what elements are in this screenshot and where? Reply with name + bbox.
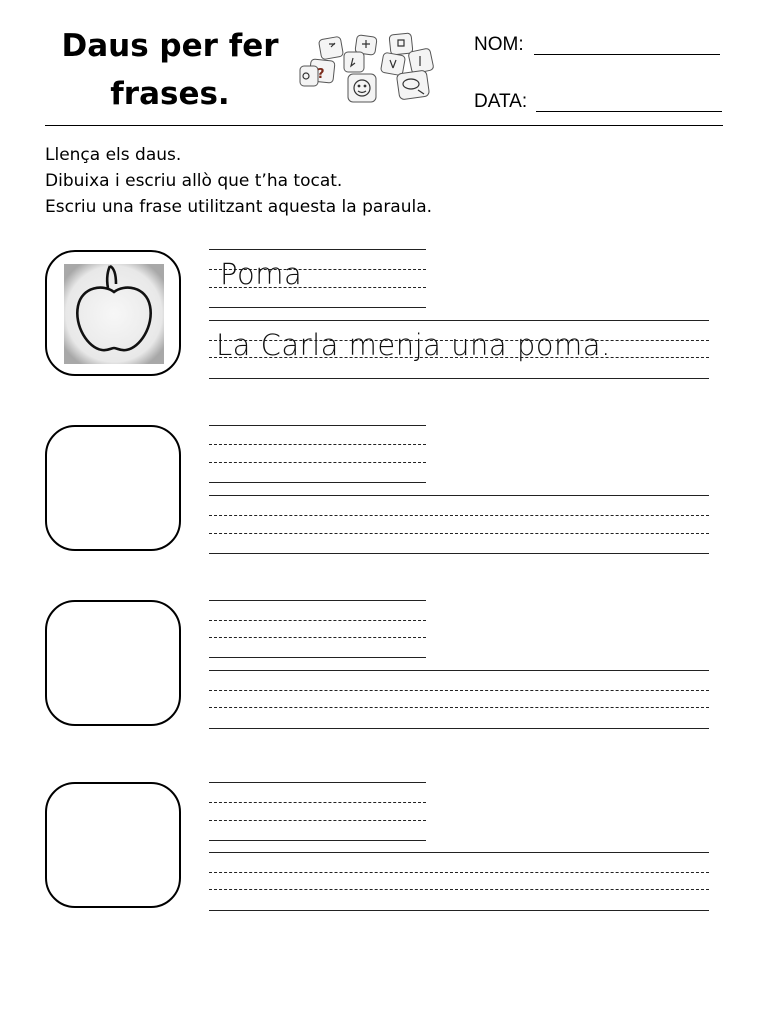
- svg-text:?: ?: [317, 67, 325, 82]
- drawing-box-2[interactable]: [45, 425, 181, 551]
- sentence-line-top: [209, 495, 709, 496]
- word-line-mid: [209, 637, 426, 638]
- sentence-line-mid: [209, 515, 709, 516]
- drawing-box-1[interactable]: [45, 250, 181, 376]
- word-line-top: [209, 249, 426, 250]
- sentence-line-top: [209, 320, 709, 321]
- word-line-base: [209, 482, 426, 483]
- sentence-line-base: [209, 378, 709, 379]
- name-label: NOM:: [474, 34, 524, 55]
- instruction-1: Llença els daus.: [45, 145, 182, 165]
- word-line-top: [209, 425, 426, 426]
- word-line-mid: [209, 462, 426, 463]
- word-line-base: [209, 840, 426, 841]
- sentence-line-base: [209, 728, 709, 729]
- title-line-1: Daus per fer: [61, 28, 279, 64]
- date-field[interactable]: [536, 111, 722, 112]
- sentence-line-mid: [209, 533, 709, 534]
- story-dice-image: [298, 32, 444, 112]
- header-divider: [45, 125, 723, 126]
- instructions: [45, 142, 645, 220]
- date-label: DATA:: [474, 91, 528, 112]
- sentence-line-mid: [209, 889, 709, 890]
- title-line-2: frases.: [110, 76, 230, 112]
- sentence-line-base: [209, 910, 709, 911]
- word-line-mid: [209, 444, 426, 445]
- word-line-top: [209, 782, 426, 783]
- sentence-line-mid: [209, 872, 709, 873]
- worksheet-title: [40, 22, 300, 118]
- sentence-line-top: [209, 852, 709, 853]
- sentence-line-top: [209, 670, 709, 671]
- sentence-line-base: [209, 553, 709, 554]
- word-line-mid: [209, 820, 426, 821]
- word-line-base: [209, 307, 426, 308]
- name-field[interactable]: [534, 54, 720, 55]
- word-line-mid: [209, 620, 426, 621]
- drawing-box-4[interactable]: [45, 782, 181, 908]
- instruction-3: Escriu una frase utilitzant aquesta la paraula.: [45, 197, 433, 217]
- instruction-2: Dibuixa i escriu allò que t’ha tocat.: [45, 171, 343, 191]
- drawing-box-3[interactable]: [45, 600, 181, 726]
- sentence-line-mid: [209, 690, 709, 691]
- word-line-base: [209, 657, 426, 658]
- word-line-mid: [209, 802, 426, 803]
- sentence-text-1[interactable]: La Carla menja una poma.: [216, 328, 611, 362]
- word-line-top: [209, 600, 426, 601]
- sentence-line-mid: [209, 707, 709, 708]
- word-text-1[interactable]: Poma: [220, 257, 303, 291]
- apple-icon: [64, 264, 164, 364]
